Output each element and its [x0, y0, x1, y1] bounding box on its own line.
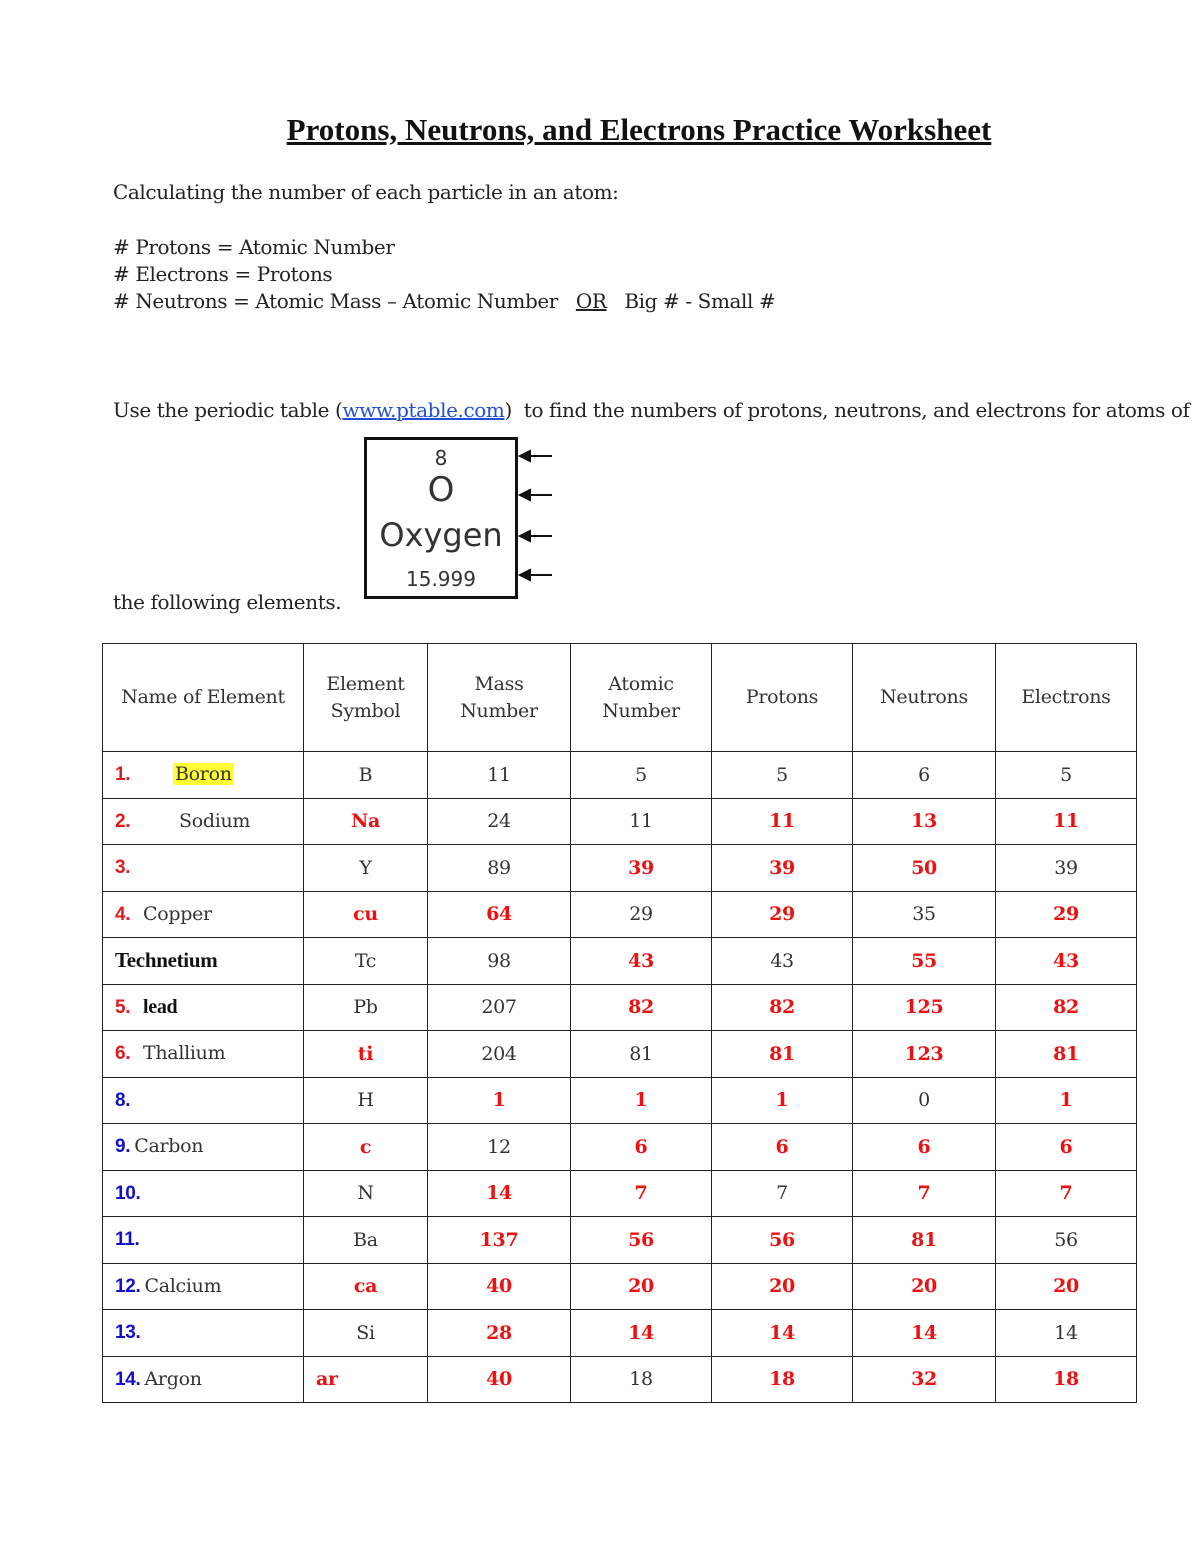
element-card — [364, 437, 518, 599]
element-name: Technetium — [115, 948, 218, 973]
row-number: 6. — [115, 1043, 131, 1065]
cell-element-name — [103, 1077, 304, 1124]
card-symbol: O — [427, 470, 455, 510]
cell-atomic: 1 — [571, 1077, 712, 1124]
cell-electrons: 7 — [996, 1170, 1137, 1217]
cell-atomic: 39 — [571, 845, 712, 892]
table-row — [103, 752, 1137, 799]
row-number: 2. — [115, 810, 131, 832]
cell-symbol: B — [304, 752, 428, 799]
cell-element-name — [103, 1356, 304, 1403]
cell-neutrons: 0 — [853, 1077, 996, 1124]
cell-element-name — [103, 1310, 304, 1357]
cell-protons: 82 — [712, 984, 853, 1031]
instruction-after: ) to find the numbers of protons, neutrons, and electrons for atoms of — [504, 398, 1190, 422]
formula-protons: # Protons = Atomic Number — [113, 235, 395, 259]
cell-protons: 43 — [712, 938, 853, 985]
page-title: Protons, Neutrons, and Electrons Practice Worksheet — [286, 112, 992, 147]
cell-neutrons: 13 — [853, 798, 996, 845]
cell-atomic: 43 — [571, 938, 712, 985]
table-row — [103, 1124, 1137, 1171]
element-name: Copper — [143, 902, 212, 925]
cell-symbol: ti — [304, 1031, 428, 1078]
instruction-text — [113, 398, 1190, 422]
elements-table — [102, 643, 1137, 1403]
row-number: 9. — [115, 1136, 131, 1158]
cell-symbol: c — [304, 1124, 428, 1171]
cell-electrons: 56 — [996, 1217, 1137, 1264]
card-name: Oxygen — [379, 516, 503, 554]
cell-electrons: 14 — [996, 1310, 1137, 1357]
cell-mass: 89 — [428, 845, 571, 892]
arrow-head-icon — [520, 451, 530, 461]
cell-neutrons: 123 — [853, 1031, 996, 1078]
arrow-head-icon — [520, 531, 530, 541]
table-row — [103, 1263, 1137, 1310]
formula-electrons: # Electrons = Protons — [113, 262, 333, 286]
cell-neutrons: 50 — [853, 845, 996, 892]
formula-or: OR — [575, 289, 607, 313]
cell-neutrons: 14 — [853, 1310, 996, 1357]
table-row — [103, 1170, 1137, 1217]
row-number: 1. — [115, 764, 131, 786]
table-row — [103, 1217, 1137, 1264]
cell-protons: 18 — [712, 1356, 853, 1403]
cell-protons: 1 — [712, 1077, 853, 1124]
cell-mass: 14 — [428, 1170, 571, 1217]
header-electrons: Electrons — [996, 644, 1137, 752]
cell-electrons: 43 — [996, 938, 1137, 985]
element-name: lead — [143, 995, 178, 1018]
cell-protons: 39 — [712, 845, 853, 892]
row-number: 14. — [115, 1368, 141, 1390]
cell-electrons: 20 — [996, 1263, 1137, 1310]
cell-element-name — [103, 1124, 304, 1171]
cell-symbol: H — [304, 1077, 428, 1124]
cell-symbol: Si — [304, 1310, 428, 1357]
row-number: 4. — [115, 903, 131, 925]
row-number: 8. — [115, 1089, 131, 1111]
cell-atomic: 7 — [571, 1170, 712, 1217]
cell-neutrons: 6 — [853, 1124, 996, 1171]
cell-protons: 5 — [712, 752, 853, 799]
cell-mass: 24 — [428, 798, 571, 845]
cell-mass: 137 — [428, 1217, 571, 1264]
cell-mass: 40 — [428, 1356, 571, 1403]
row-number: 13. — [115, 1322, 141, 1344]
cell-symbol: ca — [304, 1263, 428, 1310]
cell-neutrons: 125 — [853, 984, 996, 1031]
cell-electrons: 5 — [996, 752, 1137, 799]
cell-electrons: 11 — [996, 798, 1137, 845]
formula-neutrons-a: # Neutrons = Atomic Mass – Atomic Number — [113, 289, 558, 313]
ptable-link[interactable]: www.ptable.com — [342, 398, 505, 422]
header-atomic: Atomic Number — [571, 644, 712, 752]
intro-text: Calculating the number of each particle in an atom: — [113, 180, 619, 204]
cell-neutrons: 81 — [853, 1217, 996, 1264]
cell-atomic: 82 — [571, 984, 712, 1031]
element-name: Calcium — [144, 1274, 222, 1297]
cell-electrons: 18 — [996, 1356, 1137, 1403]
cell-protons: 6 — [712, 1124, 853, 1171]
element-name: Sodium — [179, 809, 251, 832]
cell-mass: 12 — [428, 1124, 571, 1171]
cell-symbol: Tc — [304, 938, 428, 985]
header-mass: Mass Number — [428, 644, 571, 752]
cell-neutrons: 20 — [853, 1263, 996, 1310]
cell-neutrons: 55 — [853, 938, 996, 985]
cell-atomic: 18 — [571, 1356, 712, 1403]
cell-mass: 204 — [428, 1031, 571, 1078]
cell-element-name — [103, 1170, 304, 1217]
cell-element-name — [103, 984, 304, 1031]
cell-symbol: ar — [304, 1356, 428, 1403]
formula-neutrons — [113, 289, 775, 313]
cell-element-name — [103, 891, 304, 938]
cell-element-name — [103, 938, 304, 985]
header-name: Name of Element — [103, 644, 304, 752]
cell-mass: 1 — [428, 1077, 571, 1124]
card-atomic-number: 8 — [434, 446, 448, 470]
cell-symbol: Pb — [304, 984, 428, 1031]
cell-electrons: 82 — [996, 984, 1137, 1031]
table-row — [103, 1310, 1137, 1357]
cell-symbol: Ba — [304, 1217, 428, 1264]
element-name: Boron — [175, 763, 232, 786]
element-name: Carbon — [134, 1135, 204, 1158]
cell-neutrons: 6 — [853, 752, 996, 799]
cell-symbol: Y — [304, 845, 428, 892]
table-row — [103, 845, 1137, 892]
cell-protons: 11 — [712, 798, 853, 845]
instruction-continued: the following elements. — [113, 590, 342, 614]
cell-neutrons: 35 — [853, 891, 996, 938]
cell-atomic: 29 — [571, 891, 712, 938]
row-number: 3. — [115, 857, 131, 879]
cell-protons: 20 — [712, 1263, 853, 1310]
cell-mass: 98 — [428, 938, 571, 985]
cell-element-name — [103, 1263, 304, 1310]
table-row — [103, 938, 1137, 985]
cell-atomic: 11 — [571, 798, 712, 845]
table-row — [103, 984, 1137, 1031]
cell-symbol: cu — [304, 891, 428, 938]
row-number: 11. — [115, 1229, 140, 1251]
element-name: Argon — [144, 1367, 202, 1390]
row-number: 12. — [115, 1275, 141, 1297]
cell-element-name — [103, 752, 304, 799]
cell-atomic: 20 — [571, 1263, 712, 1310]
cell-atomic: 56 — [571, 1217, 712, 1264]
table-header-row — [103, 644, 1137, 752]
cell-mass: 28 — [428, 1310, 571, 1357]
instruction-before: Use the periodic table ( — [113, 398, 343, 422]
cell-protons: 81 — [712, 1031, 853, 1078]
cell-protons: 29 — [712, 891, 853, 938]
table-row — [103, 1077, 1137, 1124]
cell-atomic: 6 — [571, 1124, 712, 1171]
cell-atomic: 81 — [571, 1031, 712, 1078]
card-arrows — [518, 446, 558, 586]
arrow-head-icon — [520, 490, 530, 500]
header-protons: Protons — [712, 644, 853, 752]
table-row — [103, 1031, 1137, 1078]
cell-electrons: 81 — [996, 1031, 1137, 1078]
cell-protons: 14 — [712, 1310, 853, 1357]
table-row — [103, 798, 1137, 845]
cell-neutrons: 32 — [853, 1356, 996, 1403]
cell-protons: 7 — [712, 1170, 853, 1217]
cell-electrons: 6 — [996, 1124, 1137, 1171]
arrow-head-icon — [520, 570, 530, 580]
cell-element-name — [103, 1217, 304, 1264]
cell-neutrons: 7 — [853, 1170, 996, 1217]
cell-atomic: 5 — [571, 752, 712, 799]
cell-atomic: 14 — [571, 1310, 712, 1357]
card-mass: 15.999 — [406, 567, 476, 591]
cell-symbol: Na — [304, 798, 428, 845]
formula-neutrons-b: Big # - Small # — [624, 289, 776, 313]
row-number: 5. — [115, 996, 131, 1018]
cell-electrons: 29 — [996, 891, 1137, 938]
cell-electrons: 39 — [996, 845, 1137, 892]
cell-mass: 11 — [428, 752, 571, 799]
cell-protons: 56 — [712, 1217, 853, 1264]
table-row — [103, 1356, 1137, 1403]
cell-symbol: N — [304, 1170, 428, 1217]
cell-element-name — [103, 1031, 304, 1078]
cell-electrons: 1 — [996, 1077, 1137, 1124]
cell-element-name — [103, 798, 304, 845]
cell-mass: 207 — [428, 984, 571, 1031]
header-symbol: Element Symbol — [304, 644, 428, 752]
cell-mass: 40 — [428, 1263, 571, 1310]
element-name: Thallium — [143, 1042, 226, 1065]
cell-element-name — [103, 845, 304, 892]
table-row — [103, 891, 1137, 938]
header-neutrons: Neutrons — [853, 644, 996, 752]
cell-mass: 64 — [428, 891, 571, 938]
row-number: 10. — [115, 1182, 141, 1204]
